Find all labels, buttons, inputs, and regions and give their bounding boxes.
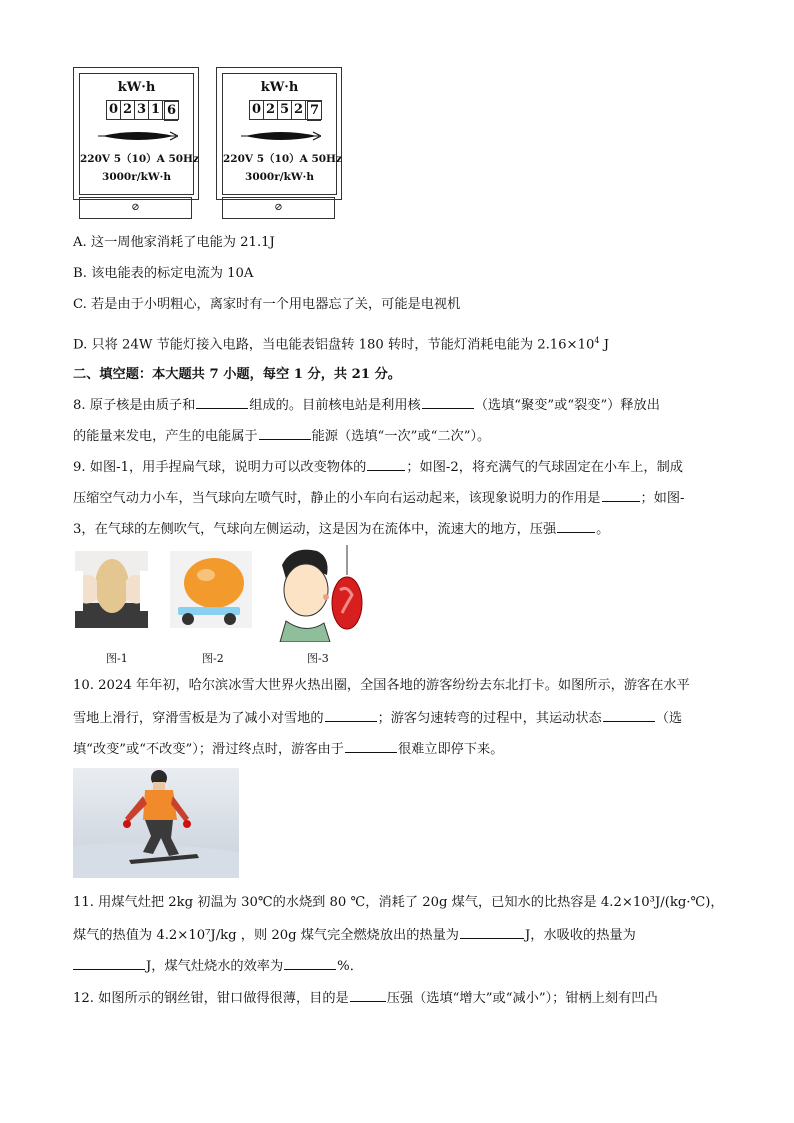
q10-text: 很难立即停下来。 <box>397 742 504 757</box>
disc-arrow-icon <box>98 129 178 143</box>
option-d-unit: J <box>599 337 609 353</box>
meter-digit: 0 <box>250 101 264 119</box>
answer-blank[interactable] <box>602 488 640 502</box>
q11-text: %． <box>337 959 363 974</box>
answer-blank[interactable] <box>325 708 377 722</box>
meter-base: ⊘ <box>79 197 192 219</box>
q8-text: 的能量来发电，产生的电能属于 <box>73 429 258 444</box>
answer-blank[interactable] <box>422 395 474 409</box>
meter-base: ⊘ <box>222 197 335 219</box>
question-8-line-2 <box>73 426 490 446</box>
meter-digit: 0 <box>107 101 121 119</box>
meter-decimal-digit: 6 <box>164 101 178 121</box>
answer-blank[interactable] <box>196 395 248 409</box>
answer-blank[interactable] <box>460 925 524 939</box>
meter-reading <box>106 100 179 120</box>
option-c: C. 若是由于小明粗心，离家时有一个用电器忘了关，可能是电视机 <box>73 297 461 312</box>
q9-text: ；如图- <box>640 491 685 506</box>
q10-text: （选 <box>655 711 683 726</box>
meter-digit: 1 <box>149 101 163 119</box>
disc-arrow-icon <box>241 129 321 143</box>
q8-text: （选填“聚变”或“裂变”）释放出 <box>474 398 660 413</box>
question-10-line-3 <box>73 739 503 759</box>
question-9-line-1 <box>73 457 683 477</box>
meter-digit: 2 <box>121 101 135 119</box>
answer-blank[interactable] <box>73 956 145 970</box>
q10-text: 填“改变”或“不改变”）；滑过终点时，游客由于 <box>73 742 344 757</box>
meter-digit: 2 <box>292 101 306 119</box>
meter-reading <box>249 100 322 120</box>
figure-1-caption: 图-1 <box>106 652 128 665</box>
answer-blank[interactable] <box>345 739 397 753</box>
q9-text: 9. 如图-1，用手捏扁气球，说明力可以改变物体的 <box>73 460 367 475</box>
energy-meter-before <box>73 67 199 213</box>
figure-3-caption: 图-3 <box>307 652 329 665</box>
answer-blank[interactable] <box>284 956 336 970</box>
meter-spec: 220V 5（10）A 50Hz <box>223 153 342 165</box>
option-d-exponent: 4 <box>594 336 600 345</box>
q9-text: ；如图-2，将充满气的气球固定在小车上，制成 <box>406 460 683 475</box>
question-9-line-3 <box>73 519 609 539</box>
q9-text: 压缩空气动力小车，当气球向左喷气时，静止的小车向右运动起来，该现象说明力的作用是 <box>73 491 601 506</box>
figure-2-caption: 图-2 <box>202 652 224 665</box>
meter-unit: kW·h <box>260 80 299 95</box>
answer-blank[interactable] <box>557 519 595 533</box>
answer-blank[interactable] <box>259 426 311 440</box>
answer-blank[interactable] <box>350 988 386 1002</box>
meter-revolutions: 3000r/kW·h <box>245 171 314 183</box>
q8-text: 8. 原子核是由质子和 <box>73 398 196 413</box>
q9-text: 。 <box>596 522 610 537</box>
question-11-line-2 <box>73 925 636 945</box>
meter-digit: 5 <box>278 101 292 119</box>
q11-text: 煤气的热值为 4.2×10⁷J/kg ，则 20g 煤气完全燃烧放出的热量为 <box>73 928 459 943</box>
q12-text: 12. 如图所示的钢丝钳，钳口做得很薄，目的是 <box>73 991 349 1006</box>
question-10-line-2 <box>73 708 682 728</box>
question-11-line-1: 11. 用煤气灶把 2kg 初温为 30℃的水烧到 80 ℃，消耗了 20g 煤气，已知水的比热容是 4.2×10³J/(kg·℃)， <box>73 895 724 910</box>
question-11-line-3 <box>73 956 363 976</box>
question-9-line-2 <box>73 488 685 508</box>
meter-decimal-digit: 7 <box>307 101 321 121</box>
meter-unit: kW·h <box>117 80 156 95</box>
q10-text: ；游客匀速转弯的过程中，其运动状态 <box>377 711 602 726</box>
q12-text: 压强（选填“增大”或“减小”）；钳柄上刻有凹凸 <box>386 991 658 1006</box>
question-10-line-1: 10. 2024 年年初，哈尔滨冰雪大世界火热出圈，全国各地的游客纷纷去东北打卡。如图所示，游客在水平 <box>73 678 690 693</box>
option-b: B. 该电能表的标定电流为 10A <box>73 266 254 281</box>
q10-text: 雪地上滑行，穿滑雪板是为了减小对雪地的 <box>73 711 324 726</box>
q11-text: J，水吸收的热量为 <box>525 928 636 943</box>
figure-1-hands-squeeze-balloon <box>75 551 148 628</box>
answer-blank[interactable] <box>603 708 655 722</box>
q8-text: 能源（选填“一次”或“二次”）。 <box>311 429 491 444</box>
figure-3-boy-blowing-balloon <box>272 545 364 642</box>
meter-digit: 2 <box>264 101 278 119</box>
section-title: 二、填空题：本大题共 7 小题，每空 1 分，共 21 分。 <box>73 367 401 382</box>
meter-revolutions: 3000r/kW·h <box>102 171 171 183</box>
question-8-line-1 <box>73 395 660 415</box>
q11-text: J，煤气灶烧水的效率为 <box>146 959 284 974</box>
energy-meter-after <box>216 67 342 213</box>
snowboarder-photo <box>73 768 239 878</box>
answer-blank[interactable] <box>367 457 405 471</box>
option-d-text: D. 只将 24W 节能灯接入电路，当电能表铝盘转 180 转时，节能灯消耗电能为 2.16×10 <box>73 337 595 353</box>
meter-digit: 3 <box>135 101 149 119</box>
question-12-line-1 <box>73 988 658 1008</box>
figure-2-balloon-car <box>170 551 252 628</box>
meter-spec: 220V 5（10）A 50Hz <box>80 153 199 165</box>
q9-text: 3，在气球的左侧吹气，气球向左侧运动，这是因为在流体中，流速大的地方，压强 <box>73 522 557 537</box>
q8-text: 组成的。目前核电站是利用核 <box>249 398 421 413</box>
option-d <box>73 332 609 354</box>
option-a: A. 这一周他家消耗了电能为 21.1J <box>73 235 275 250</box>
